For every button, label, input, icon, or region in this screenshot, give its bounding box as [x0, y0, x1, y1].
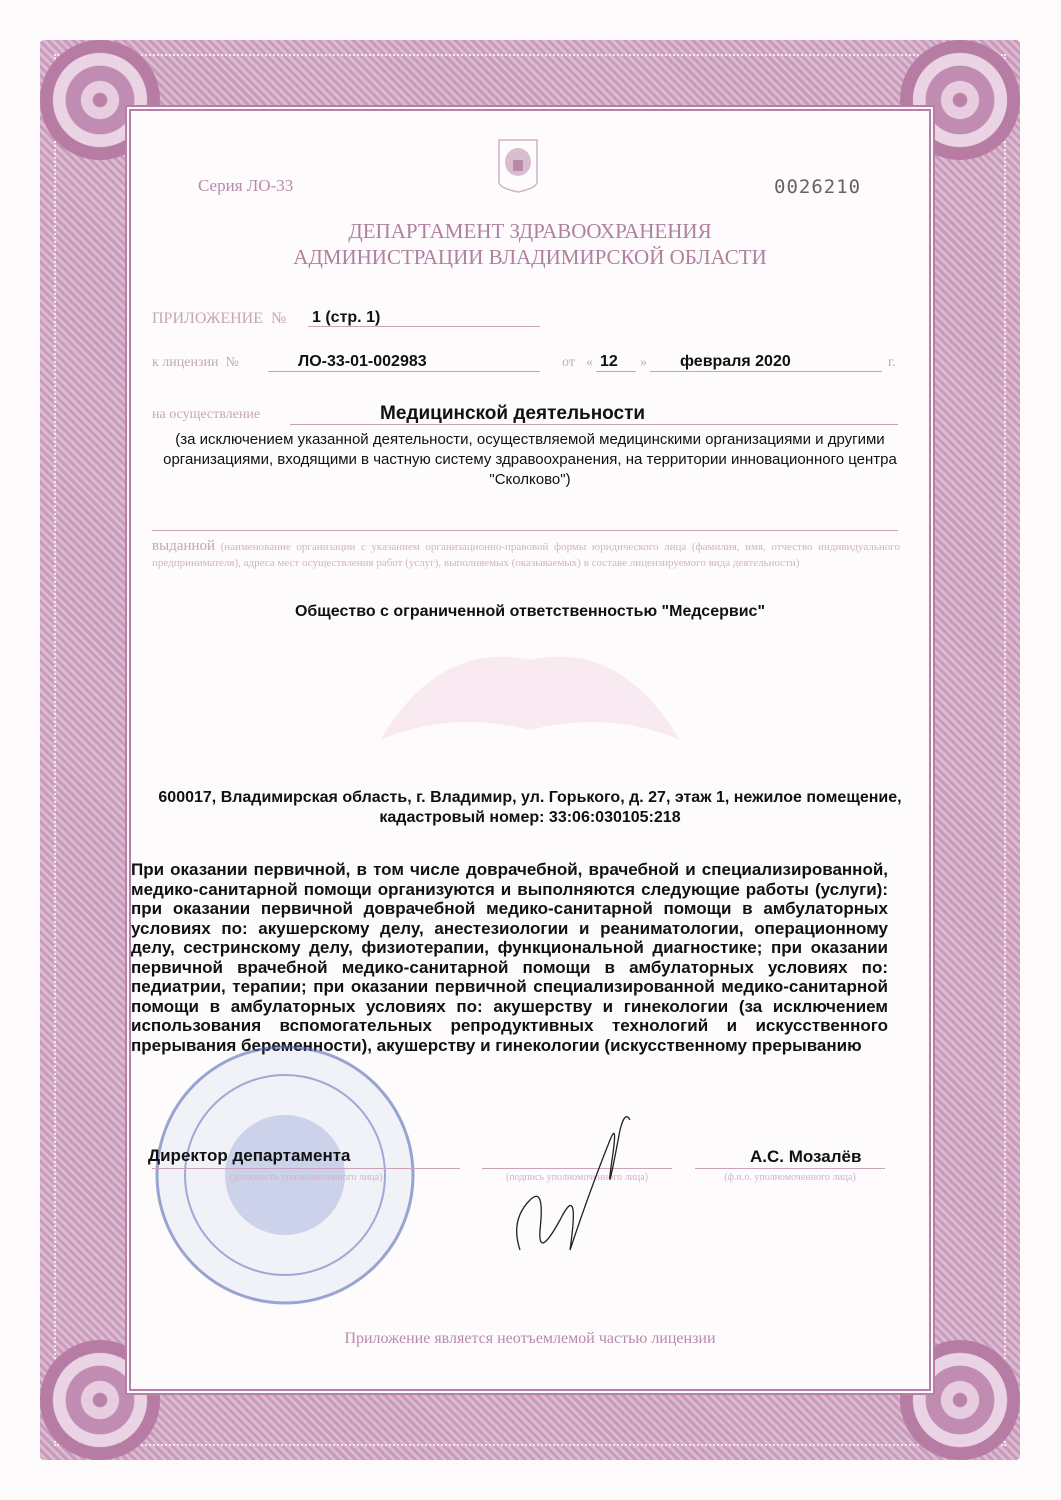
signatory-name: А.С. Мозалёв: [750, 1147, 862, 1166]
license-label: [152, 355, 239, 371]
activity-value: Медицинской деятельности: [380, 403, 646, 424]
organization-name: Общество с ограниченной ответственностью "Медсервис": [294, 603, 766, 620]
department-title: [140, 218, 920, 270]
appendix-label-text: ПРИЛОЖЕНИЕ: [152, 310, 264, 327]
license-day: 12: [600, 353, 618, 370]
quote-close: »: [640, 355, 647, 370]
name-caption: (ф.и.о. уполномоченного лица): [724, 1172, 856, 1183]
position-caption: (должность уполномоченного лица): [229, 1172, 383, 1183]
coat-of-arms-icon: [497, 138, 539, 194]
number-sign: №: [225, 355, 239, 370]
series-label: Серия ЛО-33: [198, 176, 294, 195]
issued-label: выданной: [152, 538, 216, 554]
year-suffix: г.: [888, 355, 896, 370]
issued-hint: (наименование организации с указанием организационно-правовой формы юридического лица (фамилия, имя, отчество индивидуального предпринимателя), адреса мест осуществления работ (услуг), выполняемых (оказываемых) в составе лицензируемого вида деятельности): [152, 541, 900, 569]
services-text: При оказании первичной, в том числе доврачебной, врачебной и специализированной, медико-санитарной помощи организуются и выполняются следующие работы (услуги): при оказании первичной доврачебной медико-санитарной помощи в амбулаторных условиях по: акушерскому делу, анестезиологии и реаниматологии, операционному делу, сестринскому делу, физиотерапии, функциональной диагностике; при оказании первичной врачебной медико-санитарной помощи в амбулаторных условиях по: педиатрии, терапии; при оказании первичной специализированной медико-санитарной помощи в амбулаторных условиях по: акушерству и гинекологии (за исключением использования вспомогательных репродуктивных технологий и искусственного прерывания беременности), акушерству и гинекологии (искусственному прерыванию: [131, 860, 888, 1055]
signature-caption: (подпись уполномоченного лица): [505, 1172, 649, 1183]
date-from-label: от: [562, 355, 575, 370]
signatory-position: Директор департамента: [148, 1146, 351, 1165]
appendix-label: [152, 310, 286, 328]
address: 600017, Владимирская область, г. Владимир, ул. Горького, д. 27, этаж 1, нежилое помещение, кадастровый номер: 33:06:030105:218: [158, 789, 902, 826]
eagle-watermark-icon: [360, 620, 700, 780]
license-number: ЛО-33-01-002983: [298, 353, 427, 370]
issued-label-block: [152, 538, 900, 571]
activity-label: на осуществление: [152, 407, 261, 422]
appendix-number: 1 (стр. 1): [312, 309, 381, 326]
activity-note: (за исключением указанной деятельности, осуществляемой медицинскими организациями и другими организациями, входящими в частную систему здравоохранения, на территории инновационного центра "Сколково"): [163, 431, 897, 488]
handwritten-signature: [500, 1100, 660, 1270]
footer-note: Приложение является неотъемлемой частью лицензии: [344, 1330, 716, 1347]
license-label-text: к лицензии: [152, 355, 219, 370]
license-month-year: февраля 2020: [680, 353, 791, 370]
form-number: 0026210: [774, 176, 862, 198]
quote-open: «: [586, 355, 593, 370]
department-line-2: АДМИНИСТРАЦИИ ВЛАДИМИРСКОЙ ОБЛАСТИ: [293, 245, 767, 269]
number-sign: №: [271, 310, 287, 327]
department-line-1: ДЕПАРТАМЕНТ ЗДРАВООХРАНЕНИЯ: [348, 219, 712, 243]
